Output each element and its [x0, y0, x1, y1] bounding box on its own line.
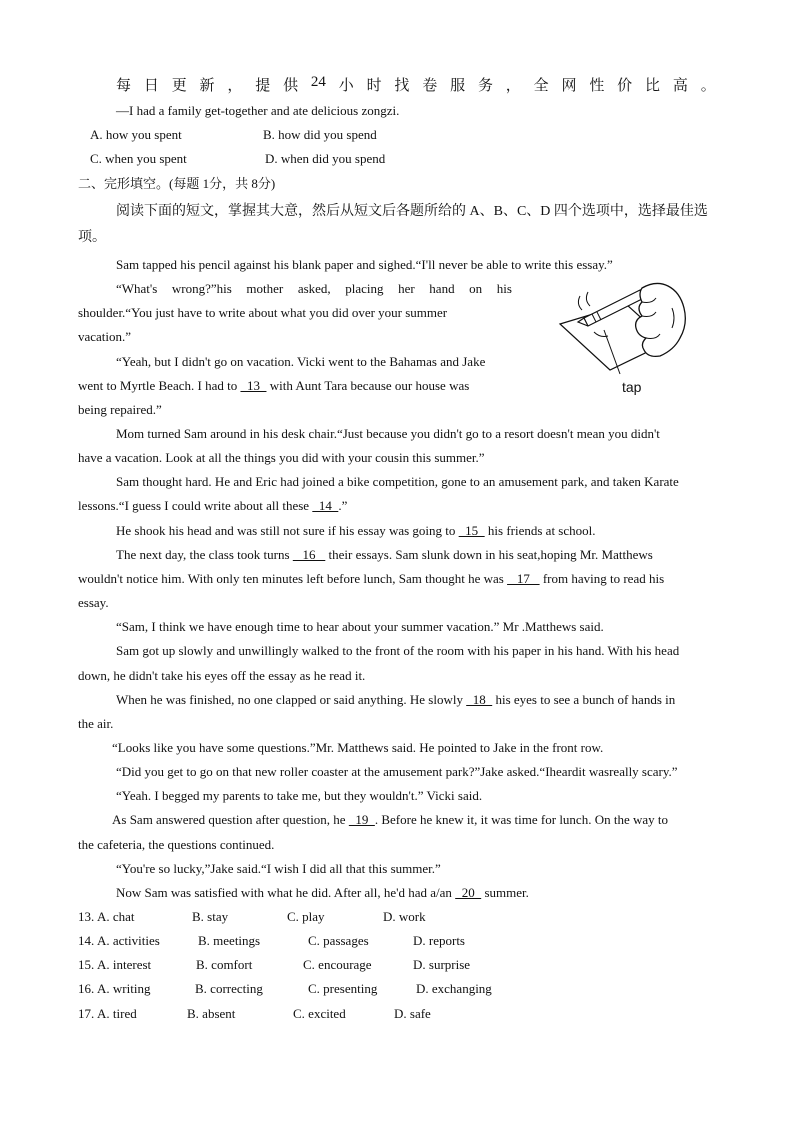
option-a: A. chat	[97, 909, 135, 924]
text: The next day, the class took turns	[116, 547, 293, 562]
option-c: C. presenting	[308, 981, 378, 996]
banner-char: 全	[533, 78, 549, 94]
banner-char: 。	[700, 78, 716, 94]
banner-char: 提	[255, 78, 271, 94]
passage-line: “Did you get to go on that new roller coaster at the amusement park?”Jake asked.“Iheardit wasreally scary.”	[116, 764, 678, 779]
prev-option-d: D. when did you spend	[265, 151, 386, 166]
banner-char: 日	[143, 78, 159, 94]
passage-line-blank-15	[116, 522, 596, 540]
banner-char: 网	[561, 78, 577, 94]
option-c: C. encourage	[303, 957, 372, 972]
banner-char: 新	[199, 78, 215, 94]
text: .”	[338, 498, 348, 513]
banner-char: 性	[589, 78, 605, 94]
banner-char: ，	[505, 78, 521, 94]
blank-16: 16	[292, 547, 326, 562]
blank-15: 15	[458, 523, 485, 538]
option-b: B. stay	[192, 909, 229, 924]
passage-line: have a vacation. Look at all the things you did with your cousin this summer.”	[78, 450, 485, 465]
text: lessons.“I guess I could write about all these	[78, 498, 313, 513]
question-number: 17.	[78, 1006, 95, 1021]
blank-17: 17	[507, 571, 540, 586]
passage-line-blank-13	[78, 377, 469, 395]
text: summer.	[481, 885, 529, 900]
word: mother	[246, 281, 284, 296]
text: went to Myrtle Beach. I had to	[78, 378, 241, 393]
banner-char: 时	[366, 78, 382, 94]
passage-line: being repaired.”	[78, 402, 162, 417]
text: their essays. Sam slunk down in his seat,hoping Mr. Matthews	[325, 547, 653, 562]
option-b: B. correcting	[195, 981, 263, 996]
passage-line: “You're so lucky,”Jake said.“I wish I did all that this summer.”	[116, 861, 441, 876]
prev-option-b: B. how did you spend	[263, 127, 377, 142]
passage-line-blank-16	[116, 546, 653, 564]
passage-line: Sam tapped his pencil against his blank paper and sighed.“I'll never be able to write this essay.”	[116, 257, 613, 272]
text: Now Sam was satisfied with what he did. After all, he'd had a/an	[116, 885, 456, 900]
prev-option-a: A. how you spent	[90, 127, 182, 142]
question-number: 14.	[78, 933, 95, 948]
blank-18: 18	[466, 692, 493, 707]
passage-line: “Yeah. I begged my parents to take me, but they wouldn't.” Vicki said.	[116, 788, 483, 803]
tapping-pencil-illustration	[548, 278, 698, 400]
blank-19: 19	[348, 812, 375, 827]
passage-line: “Yeah, but I didn't go on vacation. Vicki went to the Bahamas and Jake	[116, 354, 486, 369]
illustration-label: tap	[622, 379, 642, 395]
text: with Aunt Tara because our house was	[266, 378, 470, 393]
passage-line: shoulder.“You just have to write about what you did over your summer	[78, 305, 448, 320]
option-b: B. absent	[187, 1006, 236, 1021]
prev-option-c: C. when you spent	[90, 151, 187, 166]
passage-line: the cafeteria, the questions continued.	[78, 837, 275, 852]
banner-char: 供	[283, 78, 299, 94]
option-a: A. interest	[97, 957, 152, 972]
passage-line: the air.	[78, 716, 114, 731]
banner-char: 比	[645, 78, 661, 94]
word: asked,	[297, 281, 331, 296]
passage-line-blank-14	[78, 497, 347, 515]
option-d: D. surprise	[413, 957, 471, 972]
blank-13: 13	[240, 378, 267, 393]
blank-20: 20	[455, 885, 482, 900]
word: his	[496, 281, 512, 296]
text: When he was finished, no one clapped or said anything. He slowly	[116, 692, 467, 707]
banner-char: 找	[394, 78, 410, 94]
word: placing	[345, 281, 384, 296]
word: “What's	[116, 281, 158, 296]
passage-line: essay.	[78, 595, 109, 610]
option-c: C. passages	[308, 933, 369, 948]
option-c: C. excited	[293, 1006, 346, 1021]
banner-char: 小	[338, 78, 354, 94]
question-number: 15.	[78, 957, 95, 972]
text: his friends at school.	[484, 523, 596, 538]
option-b: B. meetings	[198, 933, 261, 948]
banner-char: 价	[617, 78, 633, 94]
passage-line: Mom turned Sam around in his desk chair.“Just because you didn't go to a resort doesn't mean you didn't	[116, 426, 660, 441]
text: wouldn't notice him. With only ten minutes left before lunch, Sam thought he was	[78, 571, 508, 586]
word: hand	[429, 281, 455, 296]
passage-line: down, he didn't take his eyes off the essay as he read it.	[78, 668, 366, 683]
passage-line: vacation.”	[78, 329, 132, 344]
word: her	[398, 281, 415, 296]
text: He shook his head and was still not sure if his essay was going to	[116, 523, 459, 538]
passage-line-blank-20	[116, 884, 529, 902]
passage-line: “Sam, I think we have enough time to hear about your summer vacation.” Mr .Matthews said.	[116, 619, 604, 634]
header-banner	[116, 74, 716, 95]
passage-line-blank-18	[116, 691, 675, 709]
banner-char: ，	[227, 78, 243, 94]
banner-char: 服	[450, 78, 466, 94]
section-heading: 二、完形填空。(每题 1分，共 8分)	[78, 176, 276, 191]
option-a: A. tired	[97, 1006, 137, 1021]
option-d: D. safe	[394, 1006, 431, 1021]
option-a: A. writing	[97, 981, 151, 996]
option-d: D. reports	[413, 933, 465, 948]
option-d: D. work	[383, 909, 426, 924]
section-instructions-line2: 项。	[78, 230, 106, 245]
blank-14: 14	[312, 498, 339, 513]
passage-line: “Looks like you have some questions.”Mr. Matthews said. He pointed to Jake in the front row.	[112, 740, 604, 755]
banner-char: 高	[672, 78, 688, 94]
word: on	[469, 281, 483, 296]
banner-char: 每	[116, 78, 132, 94]
banner-char: 更	[171, 78, 187, 94]
option-c: C. play	[287, 909, 325, 924]
word: wrong?”his	[171, 281, 232, 296]
text: As Sam answered question after question, he	[112, 812, 349, 827]
passage-line: Sam got up slowly and unwillingly walked to the front of the room with his paper in his hand. With his head	[116, 643, 680, 658]
banner-char: 卷	[422, 78, 438, 94]
passage-line-justified	[116, 280, 512, 298]
text: his eyes to see a bunch of hands in	[492, 692, 676, 707]
passage-line-blank-19	[112, 811, 668, 829]
text: . Before he knew it, it was time for lunch. On the way to	[374, 812, 668, 827]
section-instructions-line1: 阅读下面的短文，掌握其大意，然后从短文后各题所给的 A、B、C、D 四个选项中，选择最佳选	[116, 204, 708, 219]
banner-char: 24	[310, 74, 326, 90]
banner-char: 务	[477, 78, 493, 94]
option-a: A. activities	[97, 933, 160, 948]
option-b: B. comfort	[196, 957, 253, 972]
option-d: D. exchanging	[416, 981, 492, 996]
text: from having to read his	[539, 571, 665, 586]
question-number: 16.	[78, 981, 95, 996]
passage-line: Sam thought hard. He and Eric had joined a bike competition, gone to an amusement park, and taken Karate	[116, 474, 679, 489]
passage-line-blank-17	[78, 570, 664, 588]
question-number: 13.	[78, 909, 95, 924]
prev-answer-line: —I had a family get-together and ate delicious zongzi.	[116, 103, 400, 118]
